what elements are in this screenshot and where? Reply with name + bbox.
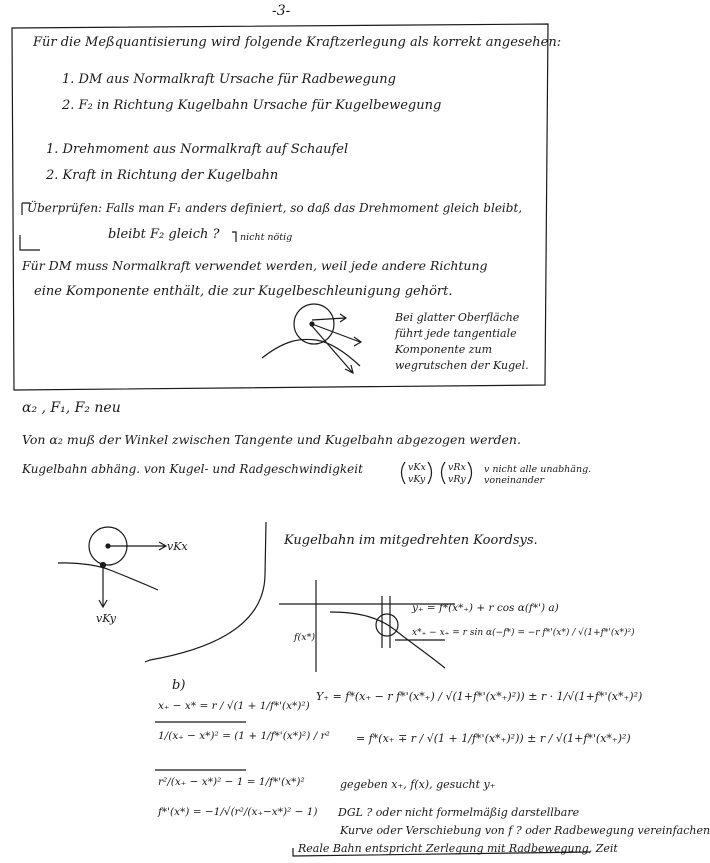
intro-line: Für die Meßquantisierung wird folgende Kraftzerlegung als korrekt angesehen:: [33, 35, 562, 50]
axis-label: f(x*): [294, 632, 316, 643]
dgl-line: DGL ? oder nicht formelmäßig darstellbare: [338, 806, 580, 819]
eq-2: x*₊ − x₊ = r sin α(−f*) = −r f*'(x*) / √(1+f*'(x*)²): [412, 628, 635, 638]
arrow-vky: [99, 564, 107, 607]
note-arrow: [232, 232, 236, 242]
eq-1: y₊ = f*(x*₊) + r cos α(f*') a): [412, 602, 559, 614]
vec2-top: vRx: [448, 462, 466, 473]
vec1-top: vKx: [408, 462, 426, 473]
b-eq-1: x₊ − x* = r / √(1 + 1/f*'(x*)²): [158, 700, 310, 712]
dm-line-2: eine Komponente enthält, die zur Kugelbeschleunigung gehört.: [34, 284, 453, 299]
vec1-bot: vKy: [408, 474, 426, 485]
check-note: nicht nötig: [240, 232, 293, 243]
coord-title: Kugelbahn im mitgedrehten Koordsys.: [284, 533, 538, 548]
note-right: v nicht alle unabhäng. voneinander: [484, 464, 592, 486]
vec1-paren-r: [428, 462, 432, 484]
vec2-paren-l: [442, 462, 446, 484]
region-divider: [145, 522, 266, 662]
b-eq-3: r²/(x₊ − x*)² − 1 = 1/f*'(x*)²: [158, 776, 305, 788]
kurve-line: Kurve oder Verschiebung von f ? oder Radbewegung vereinfachen: [340, 824, 710, 837]
main-eq-1: Y₊ = f*(x₊ − r f*'(x*₊) / √(1+f*'(x*₊)²)) ± r · 1/√(1+f*'(x*₊)²): [316, 690, 643, 703]
list-b-item-1: 1. Drehmoment aus Normalkraft auf Schaufel: [46, 142, 349, 157]
vec1-paren-l: [402, 462, 406, 484]
list-a-item-1: 1. DM aus Normalkraft Ursache für Radbewegung: [62, 72, 396, 87]
side-note-2: führt jede tangentiale: [395, 327, 517, 340]
track-curve-lower: [58, 563, 158, 590]
b-eq-2: 1/(x₊ − x*)² = (1 + 1/f*'(x*)²) / r²: [158, 730, 330, 742]
page-number: -3-: [272, 3, 291, 19]
list-b-item-2: 2. Kraft in Richtung der Kugelbahn: [46, 168, 279, 183]
side-note-4: wegrutschen der Kugel.: [395, 359, 529, 372]
kugelbahn-line: Kugelbahn abhäng. von Kugel- und Radgeschwindigkeit: [22, 462, 363, 476]
check-line-1: Überprüfen: Falls man F₁ anders definiert, so daß das Drehmoment gleich bleibt,: [27, 201, 523, 215]
label-vkx: vKx: [167, 540, 188, 553]
b-eq-4: f*'(x*) = −1/√(r²/(x₊−x*)² − 1): [158, 806, 318, 818]
b-label: b): [172, 678, 186, 693]
force-arrow-1: [312, 314, 346, 322]
main-eq-2: = f*(x₊ ∓ r / √(1 + 1/f*'(x*₊)²)) ± r / √(1+f*'(x*₊)²): [356, 732, 631, 745]
reale-line: Reale Bahn entspricht Zerlegung mit Radbewegung, Zeit: [298, 842, 618, 855]
side-note-3: Komponente zum: [395, 343, 493, 356]
alpha-line: α₂ , F₁, F₂ neu: [22, 400, 121, 416]
gegeben-line: gegeben x₊, f(x), gesucht y₊: [340, 778, 496, 791]
angle-line: Von α₂ muß der Winkel zwischen Tangente und Kugelbahn abgezogen werden.: [22, 432, 521, 447]
arrow-vkx: [108, 542, 166, 550]
check-line-2: bleibt F₂ gleich ?: [108, 227, 220, 242]
label-vky: vKy: [96, 612, 116, 625]
vec2-paren-r: [468, 462, 472, 484]
side-note-1: Bei glatter Oberfläche: [395, 311, 520, 324]
arrow-left: [20, 235, 40, 250]
dm-line-1: Für DM muss Normalkraft verwendet werden, weil jede andere Richtung: [22, 258, 488, 273]
list-a-item-2: 2. F₂ in Richtung Kugelbahn Ursache für Kugelbewegung: [62, 98, 442, 113]
vec2-bot: vRy: [448, 474, 466, 485]
